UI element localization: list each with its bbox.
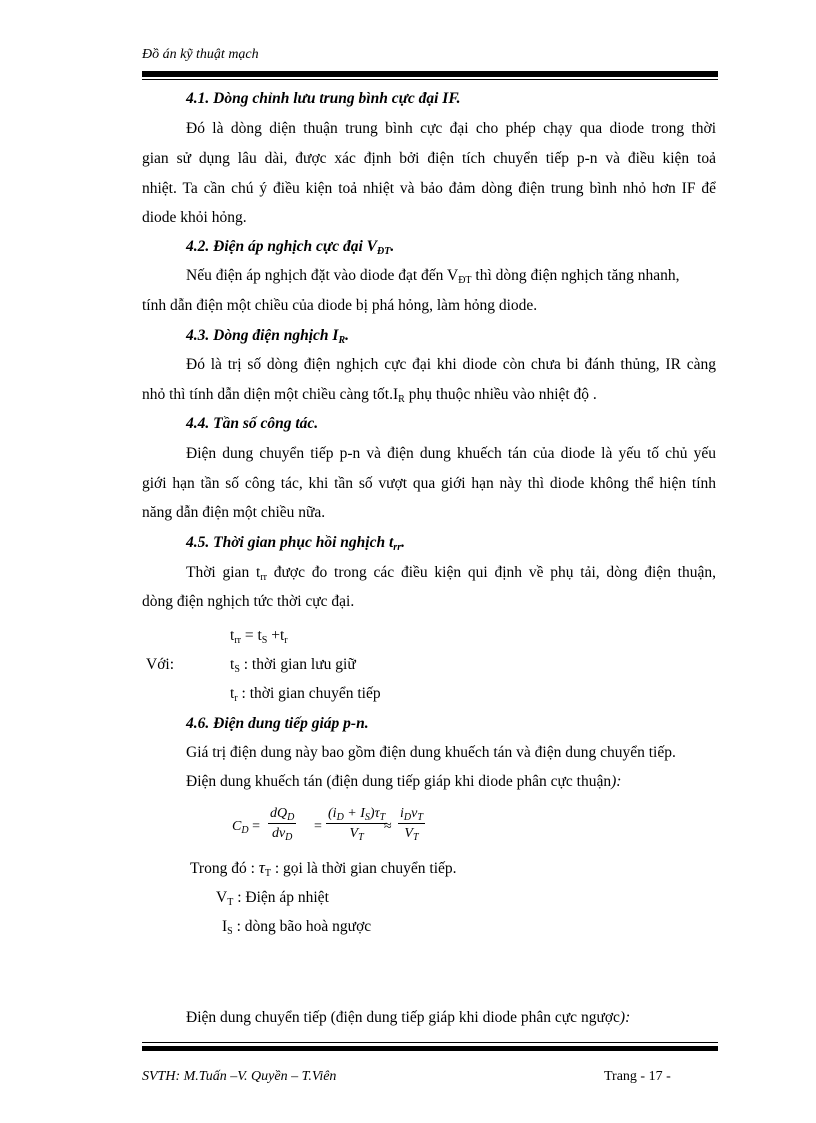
section-heading-4-4: 4.4. Tần số công tác. <box>186 415 319 432</box>
paragraph-line: Điện dung chuyển tiếp p-n và điện dung khuếch tán của diode là yếu tố chủ yếu <box>186 445 716 462</box>
definition-ts: $t_S$ : thời gian lưu giữ <box>230 656 356 675</box>
formula-approx: ≈ <box>384 819 392 834</box>
header-rule-thick <box>142 71 718 77</box>
with-label: Với: <box>146 656 175 673</box>
paragraph-line: gian sử dụng lâu dài, được xác định bởi điện tích chuyển tiếp p-n và điều kiện toả <box>142 150 716 167</box>
section-heading-4-3: 4.3. Dòng điện nghịch $I_R$. <box>186 327 349 346</box>
footer-page-number: Trang - 17 - <box>604 1069 671 1084</box>
definition-is: $I_S$ : dòng bão hoà ngược <box>222 918 372 937</box>
paragraph-line: tính dẫn điện một chiều của diode bị phá hỏng, làm hỏng diode. <box>142 297 538 314</box>
paragraph-line: nhiệt. Ta cần chú ý điều kiện toả nhiệt và bảo đảm dòng điện trung bình nhỏ hơn IF để <box>142 180 716 197</box>
definition-vt: $V_T$ : Điện áp nhiệt <box>216 889 329 908</box>
fraction-dq-dv: $dQ_D$ $dv_D$ <box>270 806 295 843</box>
footer-authors: SVTH: M.Tuấn –V. Quyền – T.Viên <box>142 1069 337 1084</box>
fraction-current-tau: $\frac{(i_D + I_S)\tau_T}{V_T}$ <box>328 806 386 843</box>
section-heading-4-6: 4.6. Điện dung tiếp giáp p-n. <box>186 715 369 732</box>
paragraph-line: diode khỏi hỏng. <box>142 209 247 226</box>
section-heading-4-1: 4.1. Dòng chỉnh lưu trung bình cực đại IF. <box>186 90 461 107</box>
paragraph-line: Thời gian $t_{rr}$ được đo trong các điều kiện qui định về phụ tải, dòng điện thuận, <box>186 564 716 583</box>
paragraph-line: Đó là dòng diện thuận trung bình cực đại cho phép chạy qua diode trong thời <box>186 120 716 137</box>
formula-equals: = <box>314 819 322 834</box>
section-heading-4-2: 4.2. Điện áp nghịch cực đại $V_{ĐT}$. <box>186 238 395 257</box>
equation-trr: $t_{rr} = t_S +t_r$ <box>230 627 288 646</box>
paragraph-line: Điện dung chuyển tiếp (điện dung tiếp giáp khi diode phân cực ngược): <box>186 1009 631 1026</box>
capacitance-formula <box>232 806 482 854</box>
paragraph-line: năng dẫn điện một chiều nữa. <box>142 504 326 521</box>
paragraph-line: Nếu điện áp nghịch đặt vào diode đạt đến $V_{ĐT}$ thì dòng điện nghịch tăng nhanh, <box>186 267 680 286</box>
footer-rule-thin <box>142 1042 718 1043</box>
definition-tr: $t_r$ : thời gian chuyển tiếp <box>230 685 381 704</box>
header-rule-thin <box>142 79 718 80</box>
fraction-iv-v: $i_Dv_T$ $V_T$ <box>400 806 423 843</box>
paragraph-line: giới hạn tần số công tác, khi tần số vượt qua giới hạn này thì diode không thể hiện tính <box>142 475 716 492</box>
page-header-title: Đồ án kỹ thuật mạch <box>142 47 259 62</box>
where-tau: Trong đó : $\tau_T$ : gọi là thời gian chuyển tiếp. <box>190 858 457 879</box>
paragraph-line: nhỏ thì tính dẫn diện một chiều càng $tốt.I_R$ phụ thuộc nhiều vào nhiệt độ . <box>142 386 597 405</box>
paragraph-line: Điện dung khuếch tán (điện dung tiếp giáp khi diode phân cực thuận): <box>186 773 622 790</box>
section-heading-4-5: 4.5. Thời gian phục hồi nghịch $t_{rr}$. <box>186 534 405 553</box>
paragraph-line: Đó là trị số dòng điện nghịch cực đại khi diode còn chưa bi đánh thủng, IR càng <box>186 356 716 373</box>
footer-rule-thick <box>142 1046 718 1051</box>
paragraph-line: Giá trị điện dung này bao gồm điện dung khuếch tán và điện dung chuyển tiếp. <box>186 744 676 761</box>
formula-lhs: $C_D$ = <box>232 819 260 836</box>
paragraph-line: dòng điện nghịch tức thời cực đại. <box>142 593 355 610</box>
